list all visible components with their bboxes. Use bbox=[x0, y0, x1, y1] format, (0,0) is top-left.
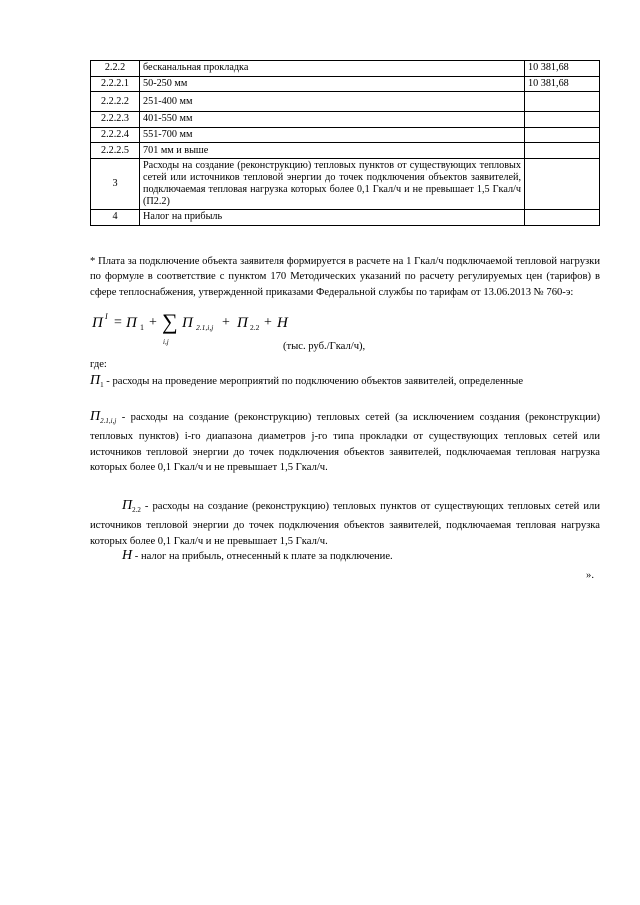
row-number: 2.2.2.1 bbox=[91, 76, 140, 92]
definition-p21 bbox=[90, 409, 600, 475]
def-p22-symbol: П bbox=[122, 498, 133, 513]
table-row bbox=[91, 92, 600, 112]
formula-p1-sub: 1 bbox=[140, 323, 144, 332]
formula-plus: + bbox=[149, 315, 157, 330]
def-p21-text: - расходы на создание (реконструкцию) тепловых сетей (за исключением создания (реконструкции) тепловых пунктов) i-го диапазона диаметров j-го типа прокладки от существующих тепловых сетей или источников тепловой энергии до точек подключения объектов заявителей, подключаемая тепловая нагрузка которых более 0,1 Гкал/ч и не превышает 1,5 Гкал/ч. bbox=[90, 412, 600, 473]
formula-p21-sub: 2.1,i,j bbox=[196, 323, 214, 332]
row-description: 251-400 мм bbox=[140, 92, 525, 112]
definition-p1 bbox=[90, 373, 600, 393]
formula-p21: П bbox=[182, 315, 193, 331]
def-p22-sub: 2.2 bbox=[132, 506, 141, 514]
row-number: 2.2.2.4 bbox=[91, 127, 140, 143]
formula-plus: + bbox=[222, 315, 230, 330]
formula-p22: П bbox=[237, 315, 248, 331]
def-p21-symbol: П bbox=[90, 409, 101, 424]
row-description: Расходы на создание (реконструкцию) тепловых пунктов от существующих тепловых сетей или источников тепловой энергии до точек подключения объектов заявителей, подключаемая тепловая нагрузка которых более 0,1 Гкал/ч и не превышает 1,5 Гкал/ч (П2.2) bbox=[140, 158, 525, 209]
table-row bbox=[91, 158, 600, 209]
row-value bbox=[525, 158, 600, 209]
definition-h bbox=[90, 548, 600, 564]
row-value: 10 381,68 bbox=[525, 76, 600, 92]
table-row bbox=[91, 127, 600, 143]
row-number: 4 bbox=[91, 209, 140, 225]
formula-plus: + bbox=[264, 315, 272, 330]
row-number: 2.2.2.2 bbox=[91, 92, 140, 112]
table-row bbox=[91, 112, 600, 128]
row-value bbox=[525, 127, 600, 143]
def-p1-symbol: П bbox=[90, 373, 101, 388]
row-number: 3 bbox=[91, 158, 140, 209]
table-row bbox=[91, 76, 600, 92]
formula-p1: П bbox=[126, 315, 137, 331]
tariff-table bbox=[90, 60, 600, 226]
def-p21-sub: 2.1,i,j bbox=[100, 417, 117, 425]
table-row bbox=[91, 209, 600, 225]
closing-quote: ». bbox=[586, 570, 594, 581]
formula bbox=[90, 311, 600, 355]
row-value bbox=[525, 209, 600, 225]
formula-equals: = bbox=[114, 315, 122, 330]
row-description: Налог на прибыль bbox=[140, 209, 525, 225]
formula-sum-sub: i,j bbox=[163, 338, 169, 346]
row-description: 701 мм и выше bbox=[140, 143, 525, 159]
row-description: 50-250 мм bbox=[140, 76, 525, 92]
formula-p22-sub: 2.2 bbox=[250, 323, 260, 332]
row-value bbox=[525, 143, 600, 159]
row-value bbox=[525, 92, 600, 112]
def-p1-text: - расходы на проведение мероприятий по подключению объектов заявителей, определенные bbox=[103, 376, 524, 387]
table-row bbox=[91, 143, 600, 159]
where-label: где: bbox=[90, 359, 107, 370]
formula-units: (тыс. руб./Гкал/ч), bbox=[283, 341, 366, 352]
table-row bbox=[91, 61, 600, 77]
formula-lhs: П bbox=[92, 315, 103, 331]
row-number: 2.2.2.3 bbox=[91, 112, 140, 128]
formula-h: Н bbox=[277, 315, 288, 331]
definition-p22 bbox=[90, 498, 600, 549]
def-h-symbol: Н bbox=[122, 548, 133, 563]
footnote-paragraph: * Плата за подключение объекта заявителя формируется в расчете на 1 Гкал/ч подключаемой тепловой нагрузки по формуле в соответствие с пунктом 170 Методических указаний по расчету регулируемых цен (тарифов) в сфере теплоснабжения, утвержденной приказами Федеральной службы по тарифам от 13.06.2013 № 760-э: bbox=[90, 256, 600, 298]
def-h-text: - налог на прибыль, отнесенный к плате за подключение. bbox=[132, 551, 393, 562]
row-number: 2.2.2.5 bbox=[91, 143, 140, 159]
def-p1-sub: 1 bbox=[100, 381, 104, 389]
row-description: 551-700 мм bbox=[140, 127, 525, 143]
row-description: бесканальная прокладка bbox=[140, 61, 525, 77]
row-value bbox=[525, 112, 600, 128]
formula-sum: ∑ bbox=[162, 309, 178, 334]
formula-lhs-sup: I bbox=[105, 312, 108, 321]
row-value: 10 381,68 bbox=[525, 61, 600, 77]
def-p22-text: - расходы на создание (реконструкцию) тепловых пунктов от существующих тепловых сетей или источников тепловой энергии до точек подключения объектов заявителей, подключаемая тепловая нагрузка которых более 0,1 Гкал/ч и не превышает 1,5 Гкал/ч. bbox=[90, 501, 600, 547]
row-number: 2.2.2 bbox=[91, 61, 140, 77]
row-description: 401-550 мм bbox=[140, 112, 525, 128]
